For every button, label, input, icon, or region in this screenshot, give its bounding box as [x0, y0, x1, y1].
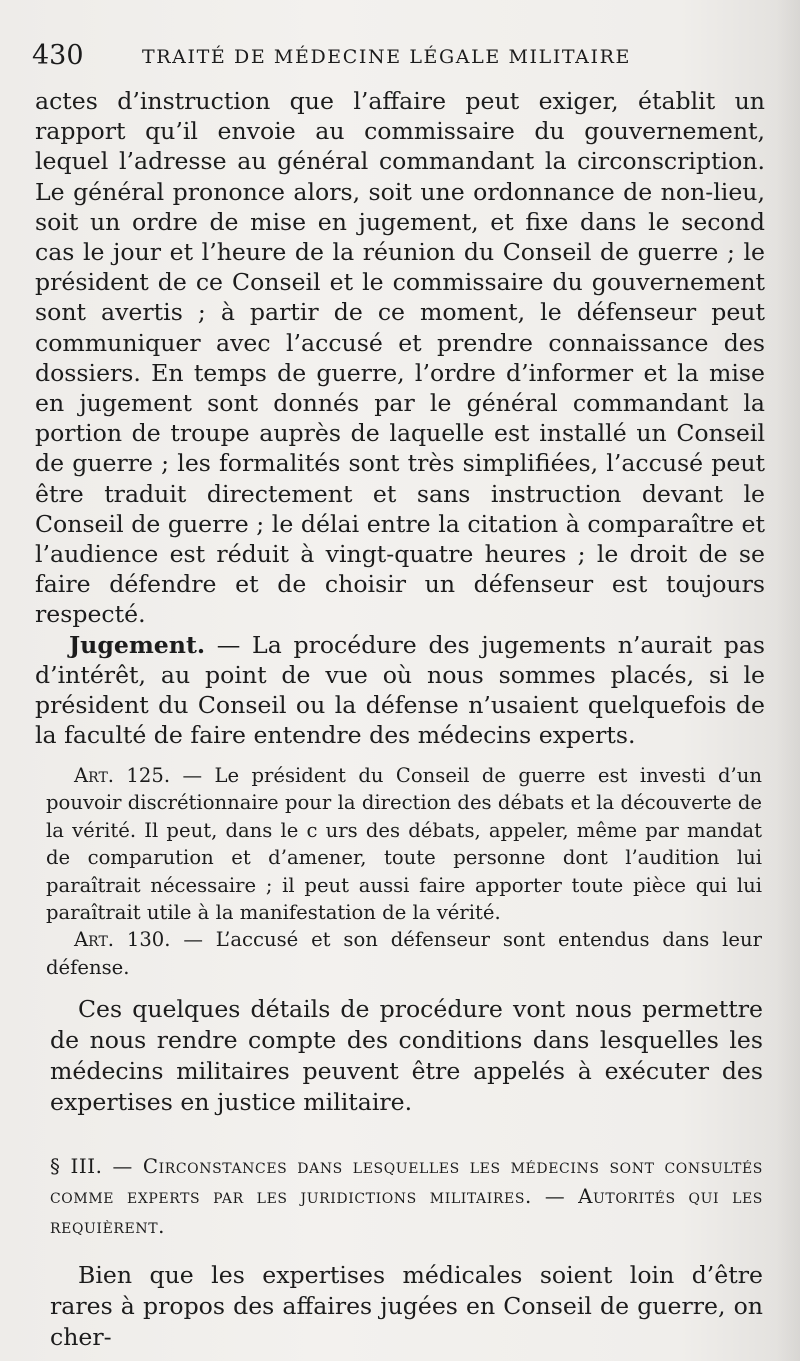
article-125-text: — Le président du Conseil de guerre est investi d’un pouvoir discrétionnaire pour la direction des débats et la découverte de la vérité. Il peut, dans le c urs des débats, appeler, même par mandat de comparution et d’amener, toute personne dont l’audition lui paraîtrait nécessaire ; il peut aussi faire apporter toute pièce qui lui paraîtrait utile à la manifestation de la vérité. — [46, 764, 762, 925]
final-text: Bien que les expertises médicales soient loin d’être rares à propos des affaires jugées en Conseil de guerre, on cher- — [50, 1261, 763, 1351]
page-number: 430 — [32, 40, 84, 71]
jugement-text: — La procédure des jugements n’aurait pas d’intérêt, au point de vue où nous sommes placés, si le président du Conseil ou la défense n’usaient quelquefois de la faculté de faire entendre des médecins experts. — [35, 630, 765, 750]
final-paragraph — [50, 1260, 763, 1353]
closing-text: Ces quelques détails de procédure vont nous permettre de nous rendre compte des conditions dans lesquelles les médecins militaires peuvent être appelés à exécuter des expertises en justice militaire. — [50, 995, 763, 1116]
article-130 — [46, 926, 762, 981]
main-text — [35, 86, 765, 750]
article-130-text: — L’accusé et son défenseur sont entendus dans leur défense. — [46, 928, 762, 979]
article-130-label: Art. 130. — [74, 928, 171, 952]
article-125 — [46, 762, 762, 926]
article-125-label: Art. 125. — [74, 764, 171, 787]
jugement-label: Jugement. — [69, 630, 206, 659]
section-heading — [50, 1152, 763, 1242]
paragraph-jugement — [35, 630, 765, 751]
law-excerpt — [46, 762, 762, 981]
section-heading-text: § III. — Circonstances dans lesquelles les médecins sont consultés comme experts par les juridictions militaires. — Autorités qui les requièrent. — [50, 1155, 763, 1238]
running-title: TRAITÉ DE MÉDECINE LÉGALE MILITAIRE — [142, 46, 631, 68]
paragraph-procedure: actes d’instruction que l’affaire peut exiger, établit un rapport qu’il envoie au commissaire du gouvernement, lequel l’adresse au général commandant la circonscription. Le général prononce alors, soit une ordonnance de non-lieu, soit un ordre de mise en jugement, et fixe dans le second cas le jour et l’heure de la réunion du Conseil de guerre ; le président de ce Conseil et le commissaire du gouvernement sont avertis ; à partir de ce moment, le défenseur peut communiquer avec l’accusé et prendre connaissance des dossiers. En temps de guerre, l’ordre d’informer et la mise en jugement sont donnés par le général commandant la portion de troupe auprès de laquelle est installé un Conseil de guerre ; les formalités sont très simplifiées, l’accusé peut être traduit directement et sans instruction devant le Conseil de guerre ; le délai entre la citation à comparaître et l’audience est réduit à vingt-quatre heures ; le droit de se faire défendre et de choisir un défenseur est toujours respecté. — [35, 87, 765, 629]
closing-paragraph — [50, 994, 763, 1118]
page-header — [32, 40, 762, 76]
